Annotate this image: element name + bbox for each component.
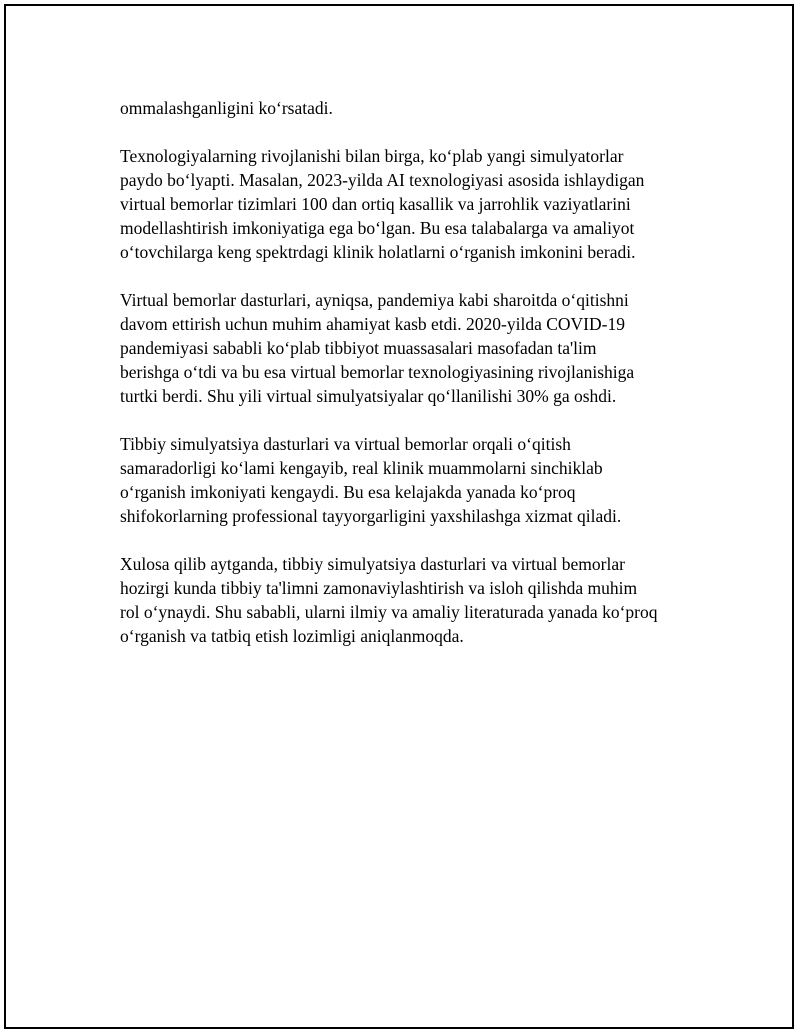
text-line: shifokorlarning professional tayyorgarligini yaxshilashga xizmat qiladi. [120, 506, 622, 526]
page-frame [4, 4, 794, 1029]
paragraph-4 [120, 432, 700, 528]
paragraph-2 [120, 144, 700, 264]
text-line: pandemiyasi sababli ko‘plab tibbiyot muassasalari masofadan ta'lim [120, 338, 597, 358]
text-line: turtki berdi. Shu yili virtual simulyatsiyalar qo‘llanilishi 30% ga oshdi. [120, 386, 617, 406]
text-line: o‘rganish va tatbiq etish lozimligi aniqlanmoqda. [120, 626, 464, 646]
paragraph-3 [120, 288, 700, 408]
text-line: Virtual bemorlar dasturlari, ayniqsa, pandemiya kabi sharoitda o‘qitishni [120, 290, 629, 310]
document-body [120, 96, 700, 672]
text-line: hozirgi kunda tibbiy ta'limni zamonaviylashtirish va isloh qilishda muhim [120, 578, 638, 598]
paragraph-1 [120, 96, 700, 120]
text-line: Texnologiyalarning rivojlanishi bilan birga, ko‘plab yangi simulyatorlar [120, 146, 624, 166]
text-line: Tibbiy simulyatsiya dasturlari va virtual bemorlar orqali o‘qitish [120, 434, 571, 454]
text-line: ommalashganligini ko‘rsatadi. [120, 98, 333, 118]
text-line: rol o‘ynaydi. Shu sababli, ularni ilmiy va amaliy literaturada yanada ko‘proq [120, 602, 658, 622]
text-line: o‘tovchilarga keng spektrdagi klinik holatlarni o‘rganish imkonini beradi. [120, 242, 636, 262]
text-line: berishga o‘tdi va bu esa virtual bemorlar texnologiyasining rivojlanishiga [120, 362, 635, 382]
text-line: virtual bemorlar tizimlari 100 dan ortiq kasallik va jarrohlik vaziyatlarini [120, 194, 631, 214]
text-line: modellashtirish imkoniyatiga ega bo‘lgan. Bu esa talabalarga va amaliyot [120, 218, 635, 238]
text-line: davom ettirish uchun muhim ahamiyat kasb etdi. 2020-yilda COVID-19 [120, 314, 625, 334]
text-line: o‘rganish imkoniyati kengaydi. Bu esa kelajakda yanada ko‘proq [120, 482, 576, 502]
text-line: samaradorligi ko‘lami kengayib, real klinik muammolarni sinchiklab [120, 458, 603, 478]
paragraph-5 [120, 552, 700, 648]
text-line: paydo bo‘lyapti. Masalan, 2023-yilda AI texnologiyasi asosida ishlaydigan [120, 170, 645, 190]
text-line: Xulosa qilib aytganda, tibbiy simulyatsiya dasturlari va virtual bemorlar [120, 554, 625, 574]
